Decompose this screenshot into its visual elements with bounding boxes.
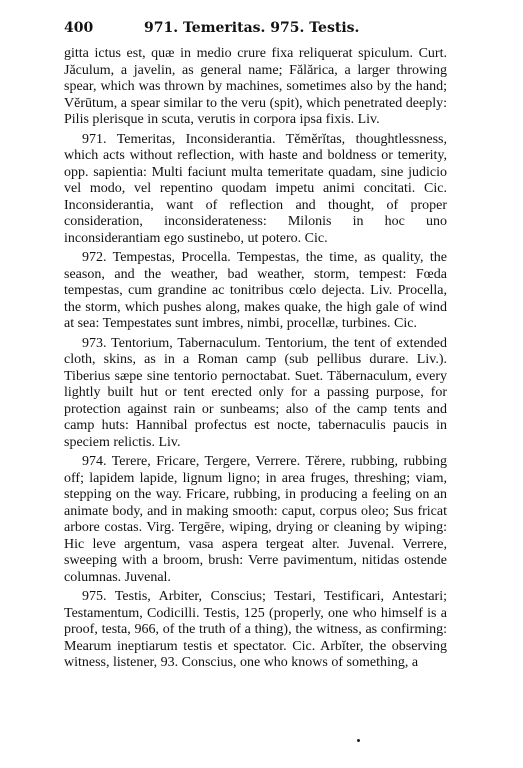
printer-mark xyxy=(357,739,360,742)
entry-974: 974. Terere, Fricare, Tergere, Verrere. Tĕrere, rubbing, rubbing off; lapidem lapide, lignum ligno; in area fruges, threshing; viam, stepping on the way. Fricare, rubbing, in producing a feeling on an animate body, and in making smooth: caput, corpus oleo; Sus fricat arbore costas. Virg. Tergēre, wiping, drying or cleaning by wiping: Hic leve argentum, vasa aspera tergeat alter. Juvenal. Verrere, sweeping with a broom, brush: Verre pavimentum, nitidas ostende columnas. Juvenal. xyxy=(64,454,447,585)
running-title: 971. Temeritas. 975. Testis. xyxy=(144,20,360,36)
page-number: 400 xyxy=(64,20,94,36)
body-text xyxy=(64,46,447,672)
paragraph-continuation: gitta ictus est, quæ in medio crure fixa reliquerat spiculum. Curt. Jăculum, a javelin, as general name; Fălărica, a larger throwing spear, which was thrown by machines, sometimes also by the hand; Vĕrūtum, a spear similar to the veru (spit), which penetrated deeply: Pilis plerisque in scuta, verutis in corpora ipsa fixis. Liv. xyxy=(64,46,447,127)
entry-973: 973. Tentorium, Tabernaculum. Tentorium, the tent of extended cloth, skins, as in a Roman camp (sub pellibus durare. Liv.). Tiberius sæpe sine tentorio pernoctabat. Suet. Tăbernaculum, every lightly built hut or tent erected only for a passing purpose, for protection against rain or sunbeams; also of the camp tents and camp huts: Hannibal profectus est nocte, tabernaculis paucis in speciem relictis. Liv. xyxy=(64,335,447,450)
entry-975: 975. Testis, Arbiter, Conscius; Testari, Testificari, Antestari; Testamentum, Codicilli. Testis, 125 (properly, one who himself is a proof, testa, 966, of the truth of a thing), the witness, as confirming: Mearum ineptiarum testis et spectator. Cic. Arbĭter, the observing witness, listener, 93. Conscius, one who knows of something, a xyxy=(64,589,447,670)
entry-971: 971. Temeritas, Inconsiderantia. Tĕmĕrĭtas, thoughtlessness, which acts without reflection, with haste and boldness or temerity, opp. sapientia: Multi faciunt multa temeritate quadam, sine judicio vel modo, vel repentino quodam impetu animi concitati. Cic. Inconsiderantia, want of reflection and thought, of proper consideration, inconsiderateness: Milonis in hoc uno inconsiderantiam ego sustinebo, ut potero. Cic. xyxy=(64,131,447,246)
entry-972: 972. Tempestas, Procella. Tempestas, the time, as quality, the season, and the weather, bad weather, storm, tempest: Fœda tempestas, cum grandine ac tonitribus cœlo dejecta. Liv. Procella, the storm, which pushes along, makes quake, the high gale of wind at sea: Tempestates sunt imbres, nimbi, procellæ, turbines. Cic. xyxy=(64,250,447,331)
page-header xyxy=(64,20,447,36)
